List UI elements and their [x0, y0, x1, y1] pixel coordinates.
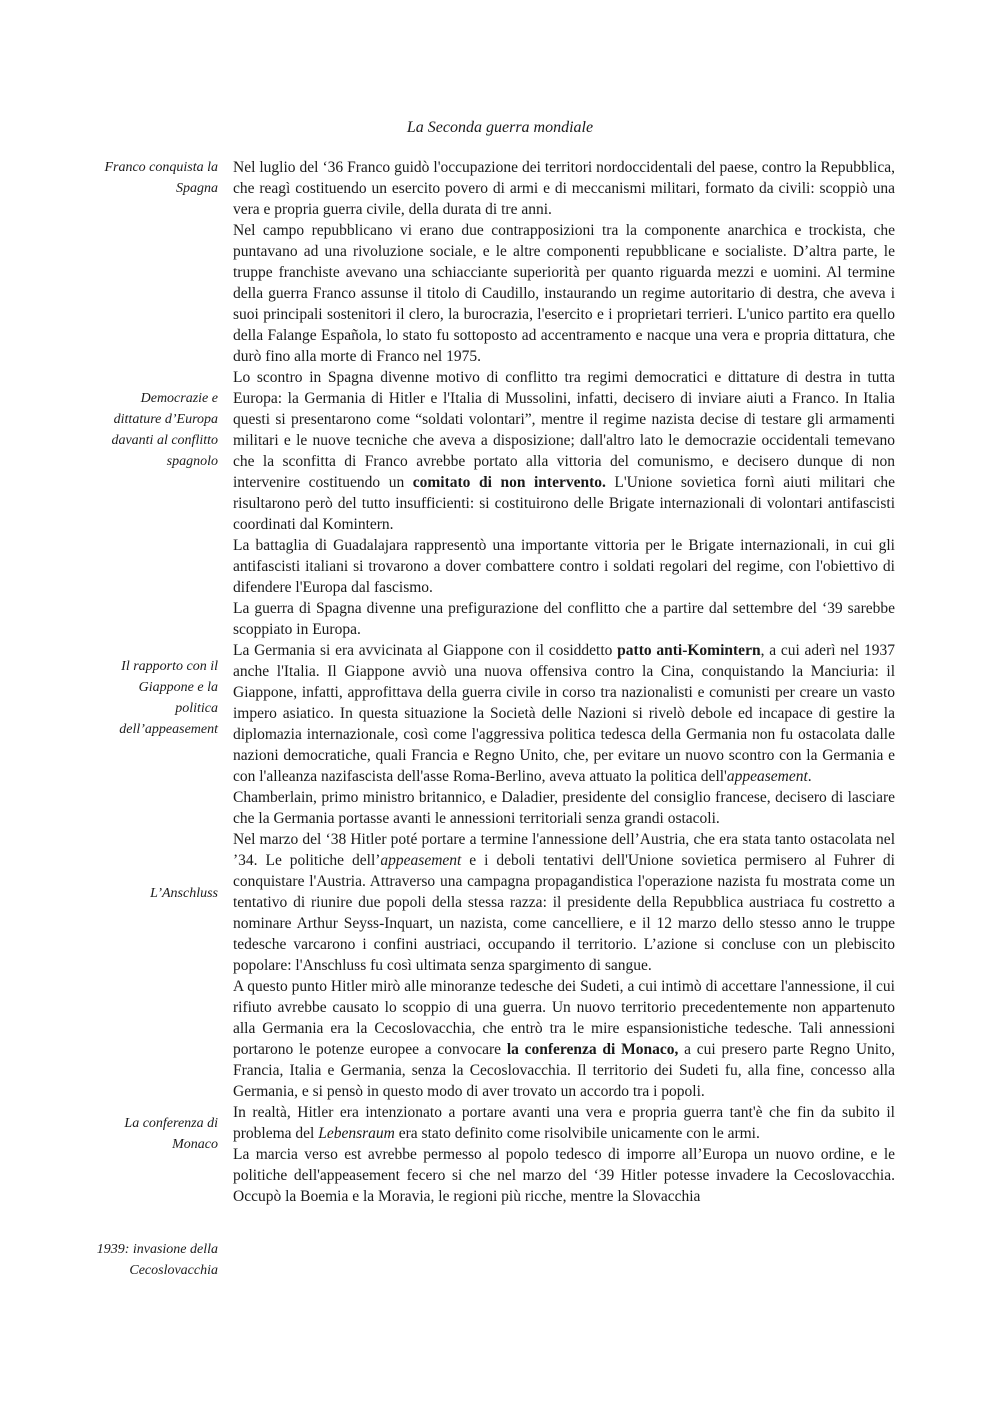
italic-term: Lebensraum [318, 1125, 395, 1142]
paragraph: La marcia verso est avrebbe permesso al popolo tedesco di imporre all’Europa un nuovo ordine, e le politiche dell'appeasement fecero si che nel marzo del ‘39 Hitler potesse invadere la Cecoslovacchia. Occupò la Boemia e la Moravia, le regioni più ricche, mentre la Slovacchia [233, 1146, 895, 1205]
text-span: e i deboli tentativi dell'Unione sovietica permisero al Fuhrer di conquistare l'Austria. Attraverso una campagna propagandistica l'operazione nazista fu mostrata come un tentativo di riunire due popoli della stessa razza: il presidente della Repubblica austriaca fu costretto a nominare Arthur Seyss-Inquart, un nazista, come cancelliere, e il 12 marzo dello stesso anno le truppe tedesche varcarono i confini austriaci, occupando il territorio. L’azione si concluse con un plebiscito popolare: l'Anschluss fu così ultimata senza spargimento di sangue. [233, 852, 895, 974]
paragraph: La guerra di Spagna divenne una prefigurazione del conflitto che a partire dal settembre del ‘39 sarebbe scoppiato in Europa. [233, 600, 895, 638]
text-span: . [807, 768, 812, 785]
paragraph [233, 976, 895, 1102]
margin-note-franco: Franco conquista la Spagna [104, 160, 218, 196]
paragraph [233, 1102, 895, 1144]
paragraph: La battaglia di Guadalajara rappresentò una importante vittoria per le Brigate internazionali, in cui gli antifascisti italiani si trovarono a dover combattere contro i soldati regolari del regime, con l'obiettivo di difendere l'Europa dal fascismo. [233, 537, 895, 596]
paragraph: Nel luglio del ‘36 Franco guidò l'occupazione dei territori nordoccidentali del paese, contro la Repubblica, che reagì costituendo un esercito povero di armi e di meccanismi militari, formato da civili: scoppiò una vera e propria guerra civile, della durata di tre anni. [233, 159, 895, 218]
page-title: La Seconda guerra mondiale [406, 119, 594, 136]
text-span: era stato definito come risolvibile unicamente con le armi. [394, 1125, 760, 1142]
paragraph: Nel campo repubblicano vi erano due contrapposizioni tra la componente anarchica e trockista, che puntavano ad una rivoluzione sociale, e le altre componenti repubblicane e socialiste. D’altra parte, le truppe franchiste avevano una schiacciante superiorità per quanto riguarda mezzi e uomini. Al termine della guerra Franco assunse il titolo di Caudillo, instaurando un regime autoritario di destra, che aveva i suoi principali sostenitori il clero, la burocrazia, l'esercito e i proprietari terrieri. L'unico partito era quello della Falange Española, lo stato fu sottoposto ad accentramento e nacque una vera e propria dittatura, che durò fino alla morte di Franco nel 1975. [233, 222, 895, 365]
text-span: La Germania si era avvicinata al Giappone con il cosiddetto [233, 642, 618, 659]
paragraph [233, 640, 895, 787]
text-span: In realtà, Hitler era intenzionato a portare avanti una vera e propria guerra tant'è che fin da subito il problema del [233, 1104, 895, 1142]
text-span: a cui presero parte Regno Unito, Francia, Italia e Germania, senza la Cecoslovacchia. Il territorio dei Sudeti fu, alla fine, concesso alla Germania, e si pensò in questo modo di aver trovato un accordo tra i popoli. [233, 1041, 895, 1100]
text-span: Lo scontro in Spagna divenne motivo di conflitto tra regimi democratici e dittature di destra in tutta Europa: la Germania di Hitler e l'Italia di Mussolini, infatti, decisero di inviare aiuti a Franco. In Italia questi si presentarono come “soldati volontari”, mentre il regime nazista decise di testare gli armamenti militari e le nuove tecniche che aveva a disposizione; dall'altro lato le democrazie occidentali temevano che la sconfitta di Franco avrebbe portato alla vittoria del comunismo, e decisero dunque di non intervenire costituendo un [233, 369, 895, 491]
bold-term: comitato di non intervento. [412, 474, 606, 491]
paragraph: Chamberlain, primo ministro britannico, e Daladier, presidente del consiglio francese, decisero di lasciare che la Germania portasse avanti le annessioni territoriali senza grandi ostacoli. [233, 789, 895, 827]
paragraph [233, 367, 895, 535]
margin-note-giappone: Il rapporto con il Giappone e la politica dell’appeasement [119, 659, 218, 737]
paragraph [233, 829, 895, 976]
main-text [233, 157, 895, 1207]
margin-note-invasione: 1939: invasione della Cecoslovacchia [96, 1242, 218, 1278]
text-span: A questo punto Hitler mirò alle minoranze tedesche dei Sudeti, a cui intimò di accettare l'annessione, il cui rifiuto avrebbe causato lo scoppio di una guerra. Un nuovo territorio precedentemente non appartenuto alla Germania era la Cecoslovacchia, che entrò tra le mire espansionistiche tedesche. Tali annessioni portarono le potenze europee a convocare [233, 978, 895, 1058]
bold-term: patto anti-Komintern [617, 642, 761, 659]
italic-term: appeasement [726, 768, 808, 785]
text-span: L'Unione sovietica fornì aiuti militari che risultarono però del tutto insufficienti: si costituirono delle Brigate internazionali di volontari antifascisti coordinati dal Komintern. [233, 474, 895, 533]
bold-term: la conferenza di Monaco, [506, 1041, 679, 1058]
italic-term: appeasement [380, 852, 462, 869]
text-span: , a cui aderì nel 1937 anche l'Italia. Il Giappone avviò una nuova offensiva contro la Cina, conquistando la Manciuria: il Giappone, infatti, approfittava della guerra civile in corso tra nazionalisti e comunisti per creare un vasto impero asiatico. In questa situazione la Società delle Nazioni si rivelò debole ed incapace di gestire la diplomazia internazionale, così come l'aggressiva politica tedesca della Germania non fu ostacolata dalle nazioni democratiche, quali Francia e Regno Unito, che, per evitare un nuovo scontro con la Germania e con l'alleanza nazifascista dell'asse Roma-Berlino, aveva attuato la politica dell' [233, 642, 895, 785]
margin-note-monaco: La conferenza di Monaco [124, 1116, 218, 1152]
text-span: Nel marzo del ‘38 Hitler poté portare a termine l'annessione dell’Austria, che era stata tanto ostacolata nel ’34. Le politiche dell’ [233, 831, 895, 869]
margin-note-anschluss: L’Anschluss [150, 886, 218, 901]
margin-note-democrazie: Democrazie e dittature d’Europa davanti al conflitto spagnolo [111, 391, 218, 469]
